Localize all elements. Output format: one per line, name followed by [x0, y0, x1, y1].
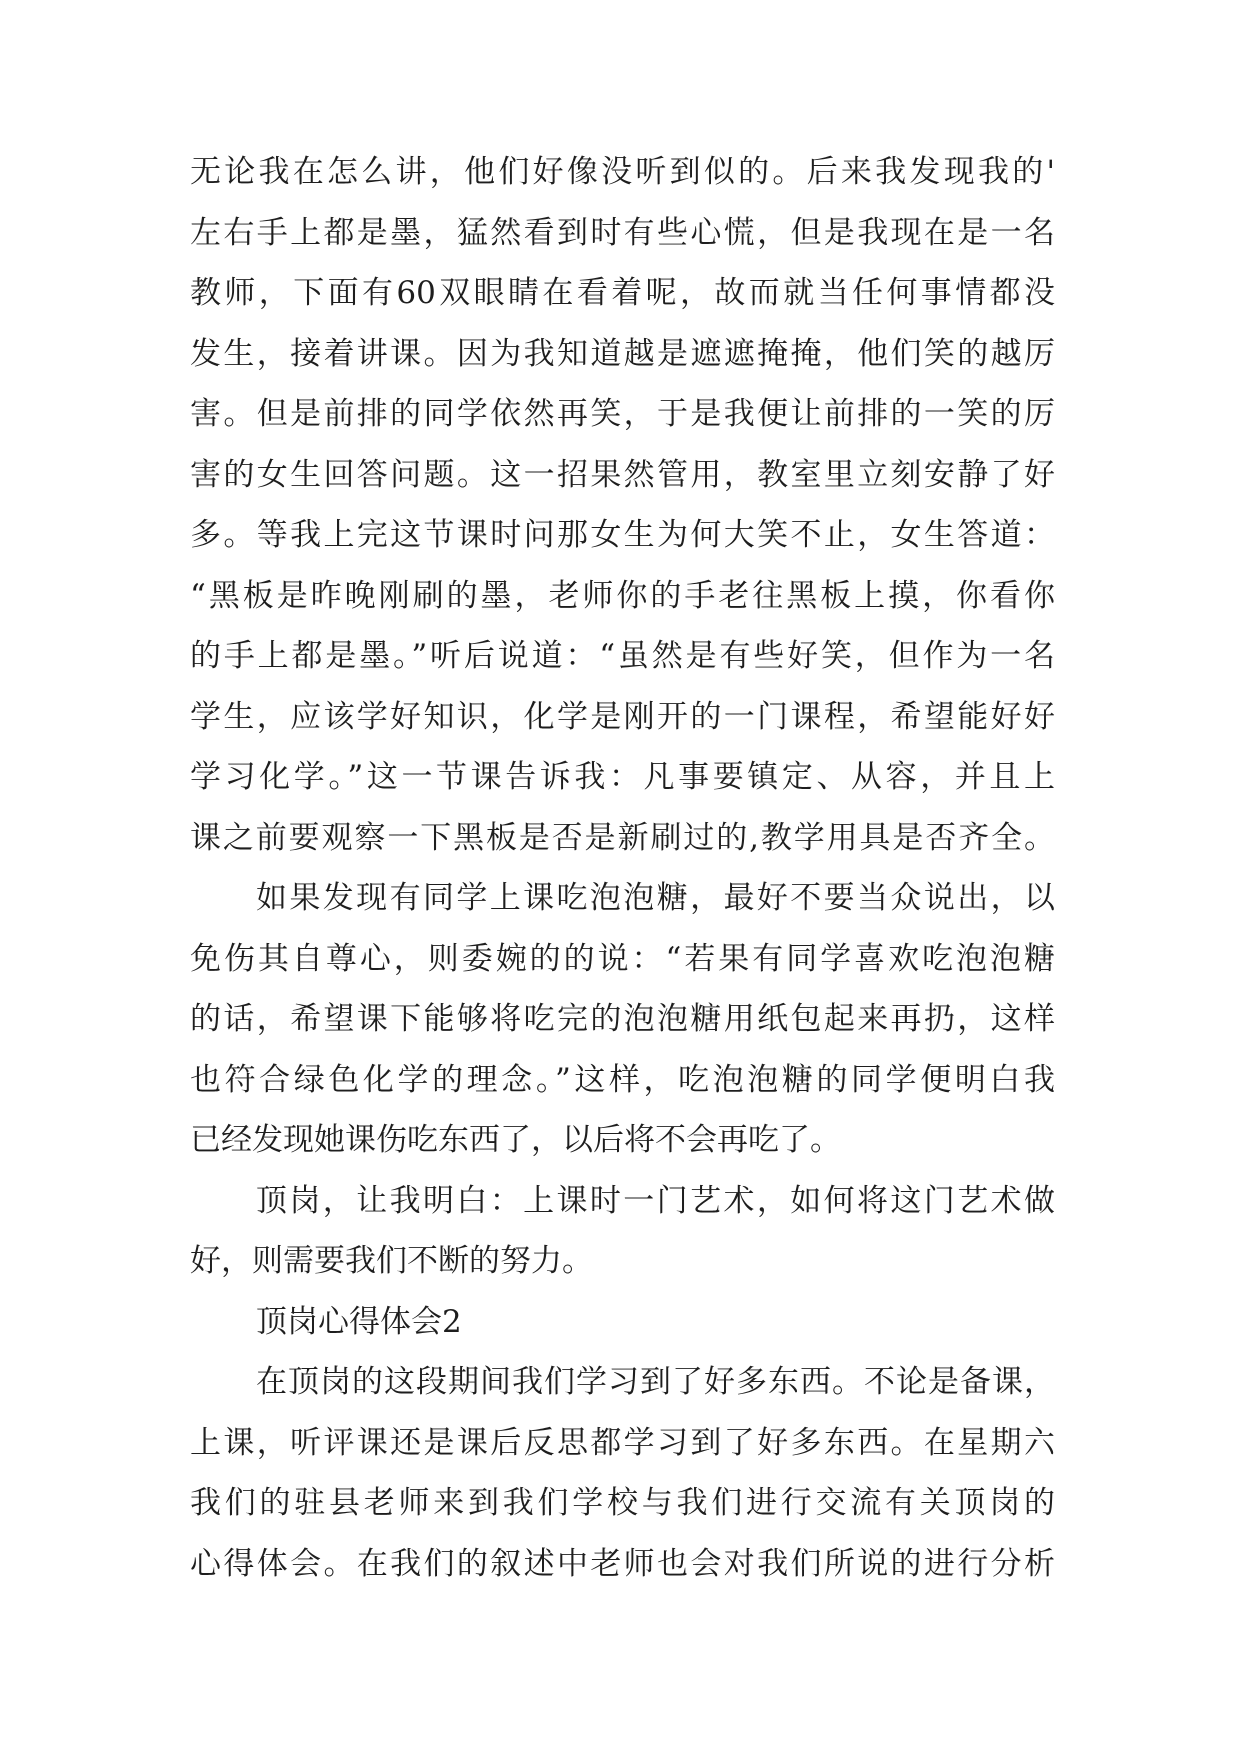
text-line: 多。等我上完这节课时问那女生为何大笑不止，女生答道：	[190, 517, 1055, 553]
text-line: 顶岗，让我明白：上课时一门艺术，如何将这门艺术做	[256, 1182, 1055, 1219]
text-line: 课之前要观察一下黑板是否是新刷过的,教学用具是否齐全。	[190, 819, 1055, 856]
text-line: 在顶岗的这段期间我们学习到了好多东西。不论是备课，	[256, 1364, 1055, 1400]
text-line: 的手上都是墨。”听后说道：“虽然是有些好笑，但作为一名	[190, 638, 1055, 674]
section-title: 顶岗心得体会2	[256, 1303, 462, 1340]
paragraph	[190, 1171, 1055, 1292]
paragraph	[190, 142, 1055, 868]
text-line: 无论我在怎么讲，他们好像没听到似的。后来我发现我的'	[190, 154, 1055, 190]
text-line: 学生，应该学好知识，化学是刚开的一门课程，希望能好好	[190, 698, 1055, 735]
text-line: 我们的驻县老师来到我们学校与我们进行交流有关顶岗的	[190, 1485, 1055, 1521]
paragraph	[190, 868, 1055, 1171]
text-line: 免伤其自尊心，则委婉的的说：“若果有同学喜欢吃泡泡糖	[190, 940, 1055, 977]
text-line: 已经发现她课伤吃东西了，以后将不会再吃了。	[190, 1122, 841, 1158]
text-line: 学习化学。”这一节课告诉我：凡事要镇定、从容，并且上	[190, 759, 1055, 795]
text-line: 左右手上都是墨，猛然看到时有些心慌，但是我现在是一名	[190, 214, 1055, 251]
text-line: 上课，听评课还是课后反思都学习到了好多东西。在星期六	[190, 1424, 1055, 1461]
text-line: 也符合绿色化学的理念。”这样，吃泡泡糖的同学便明白我	[190, 1061, 1055, 1098]
body-text	[190, 142, 1055, 1594]
text-line: 的话，希望课下能够将吃完的泡泡糖用纸包起来再扔，这样	[190, 1001, 1055, 1037]
text-line: 教师，下面有60双眼睛在看着呢，故而就当任何事情都没	[190, 275, 1055, 311]
text-line: “黑板是昨晚刚刷的墨，老师你的手老往黑板上摸，你看你	[190, 577, 1055, 614]
text-line: 心得体会。在我们的叙述中老师也会对我们所说的进行分析	[190, 1545, 1055, 1582]
text-line: 好，则需要我们不断的努力。	[190, 1243, 593, 1279]
paragraph	[190, 1352, 1055, 1594]
text-line: 害。但是前排的同学依然再笑，于是我便让前排的一笑的厉	[190, 396, 1055, 432]
text-line: 发生，接着讲课。因为我知道越是遮遮掩掩，他们笑的越厉	[190, 335, 1055, 372]
text-line: 如果发现有同学上课吃泡泡糖，最好不要当众说出，以	[256, 880, 1055, 916]
text-line: 害的女生回答问题。这一招果然管用，教室里立刻安静了好	[190, 456, 1055, 493]
